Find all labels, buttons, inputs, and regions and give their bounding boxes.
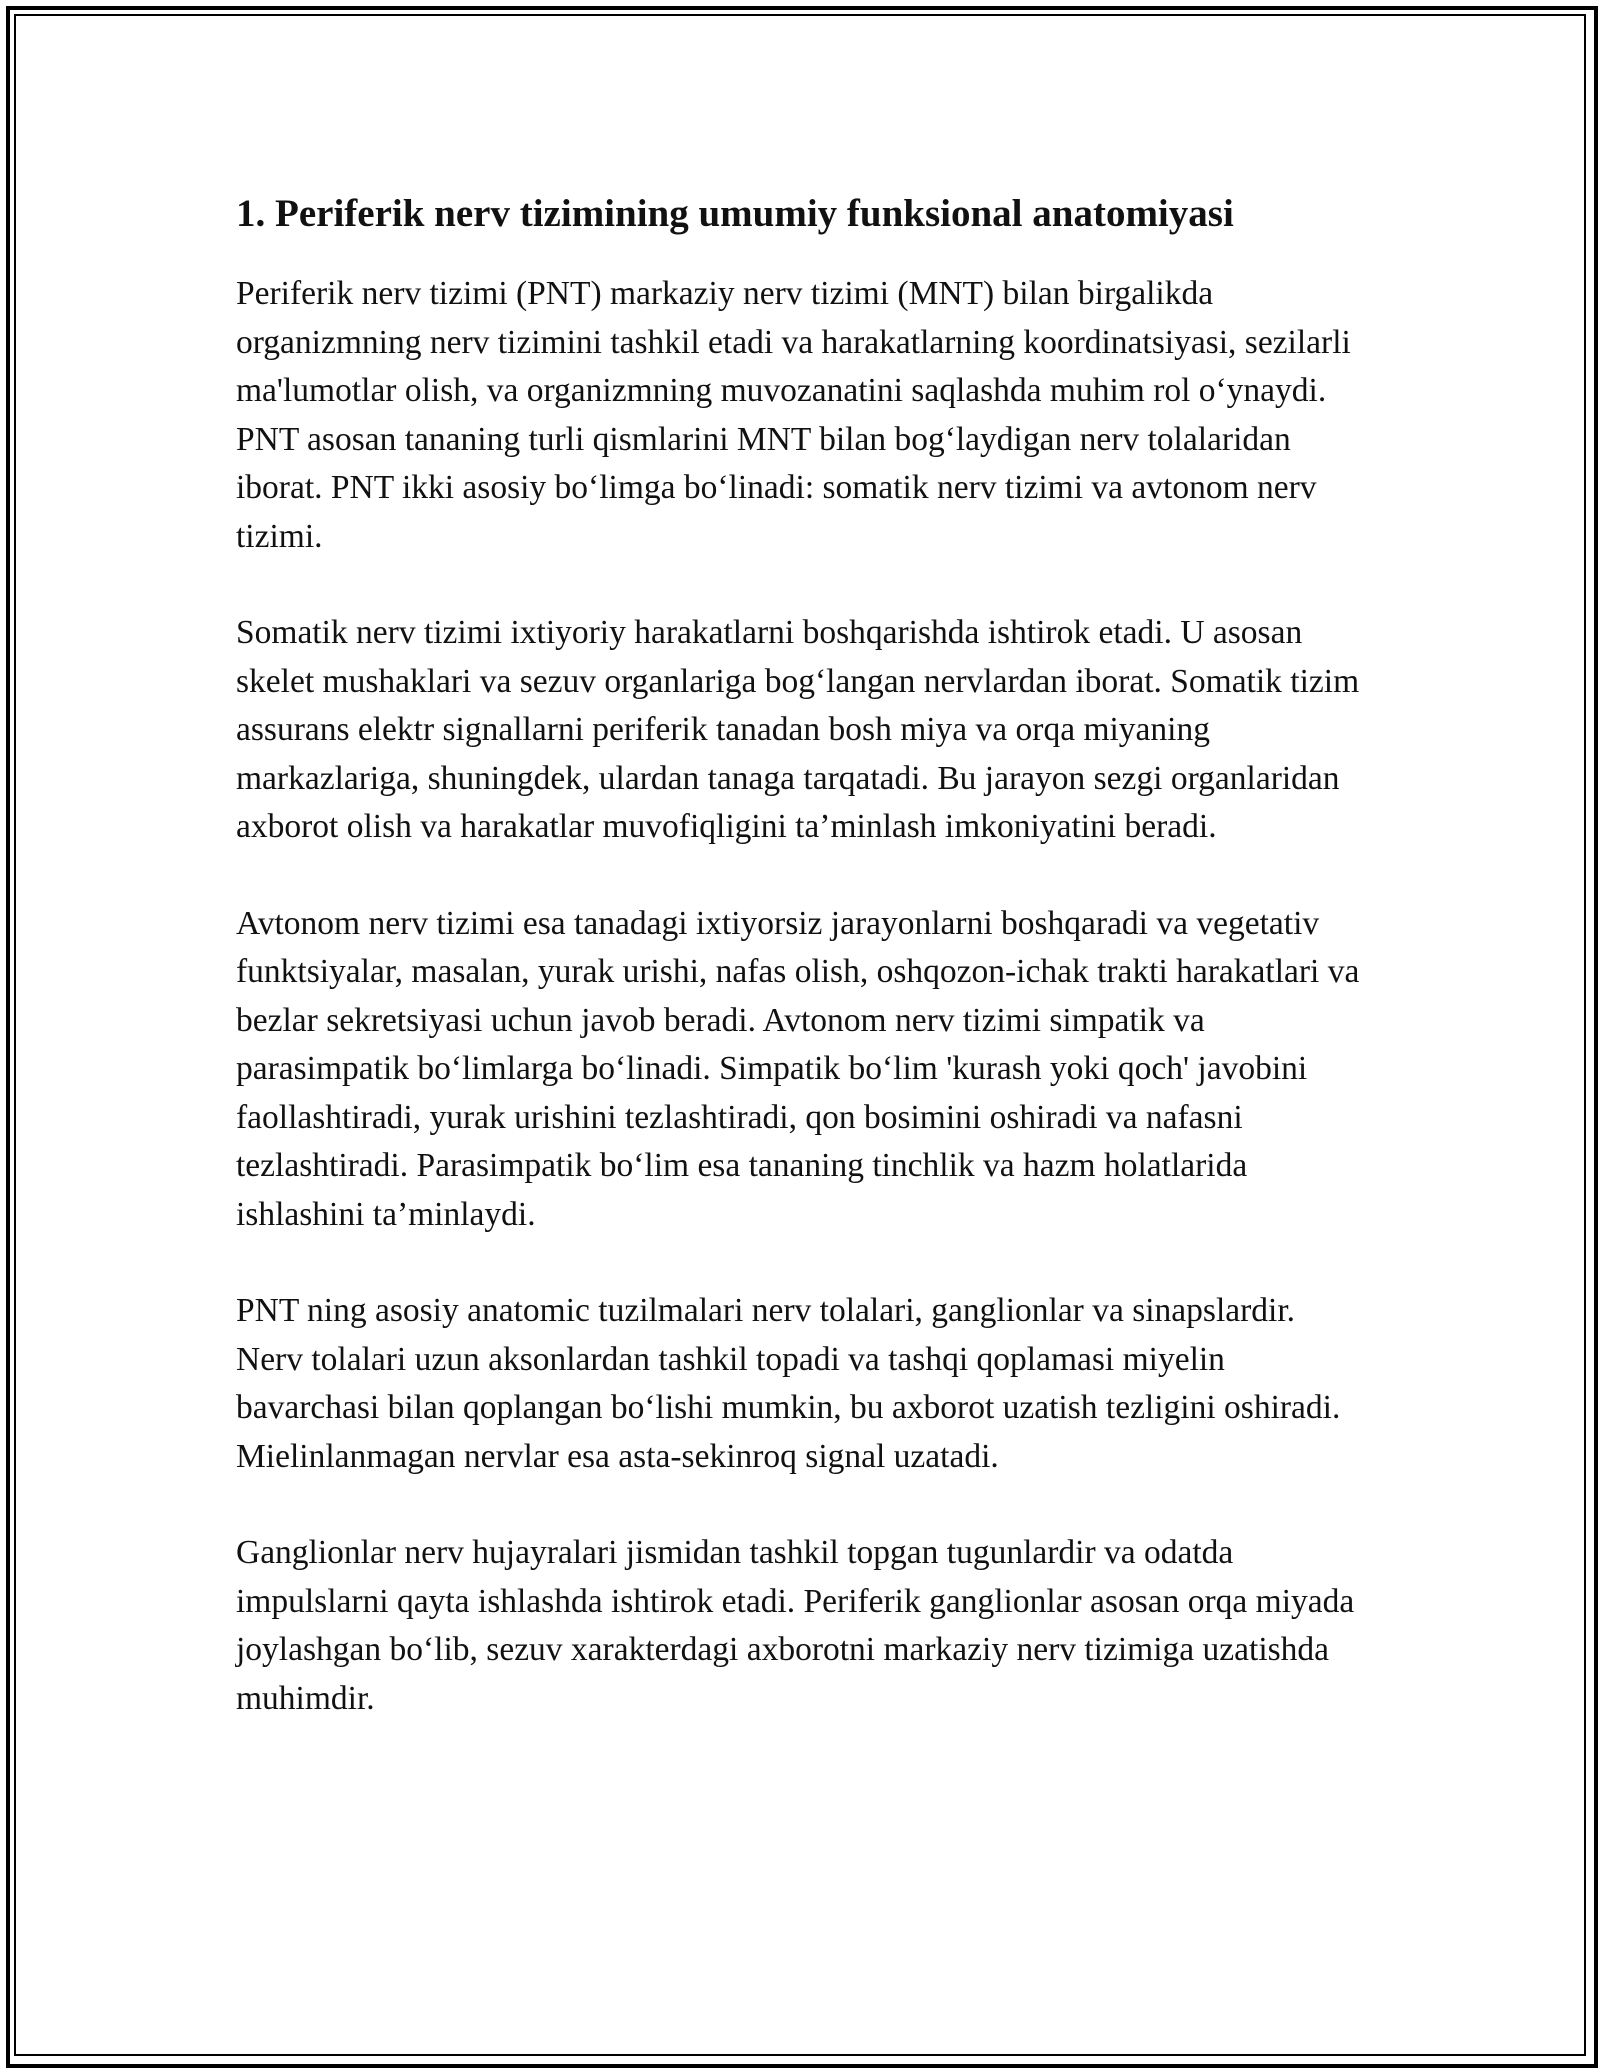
paragraph-anatomic-structures: PNT ning asosiy anatomic tuzilmalari nerv tolalari, ganglionlar va sinapslardir. Nerv tolalari uzun aksonlardan tashkil topadi va tashqi qoplamasi miyelin bavarchasi bilan qoplangan bo‘lishi mumkin, bu axborot uzatish tezligini oshiradi. Mielinlanmagan nervlar esa asta-sekinroq signal uzatadi.	[236, 1292, 1341, 1475]
paragraph-somatic-system: Somatik nerv tizimi ixtiyoriy harakatlarni boshqarishda ishtirok etadi. U asosan skelet mushaklari va sezuv organlariga bog‘langan nervlardan iborat. Somatik tizim assurans elektr signallarni periferik tanadan bosh miya va orqa miyaning markazlariga, shuningdek, ulardan tanaga tarqatadi. Bu jarayon sezgi organlaridan axborot olish va harakatlar muvofiqligini ta’minlash imkoniyatini beradi.	[236, 614, 1360, 845]
paragraph-pnt-overview: Periferik nerv tizimi (PNT) markaziy nerv tizimi (MNT) bilan birgalikda organizmning nerv tizimini tashkil etadi va harakatlarning koordinatsiyasi, sezilarli ma'lumotlar olish, va organizmning muvozanatini saqlashda muhim rol o‘ynaydi. PNT asosan tananing turli qismlarini MNT bilan bog‘laydigan nerv tolalaridan iborat. PNT ikki asosiy bo‘limga bo‘linadi: somatik nerv tizimi va avtonom nerv tizimi.	[236, 275, 1351, 555]
section-title: 1. Periferik nerv tizimining umumiy funksional anatomiyasi	[236, 192, 1234, 235]
paragraph-autonomic-system: Avtonom nerv tizimi esa tanadagi ixtiyorsiz jarayonlarni boshqaradi va vegetativ funktsiyalar, masalan, yurak urishi, nafas olish, oshqozon-ichak trakti harakatlari va bezlar sekretsiyasi uchun javob beradi. Avtonom nerv tizimi simpatik va parasimpatik bo‘limlarga bo‘linadi. Simpatik bo‘lim 'kurash yoki qoch' javobini faollashtiradi, yurak urishini tezlashtiradi, qon bosimini oshiradi va nafasni tezlashtiradi. Parasimpatik bo‘lim esa tananing tinchlik va hazm holatlarida ishlashini ta’minlaydi.	[236, 904, 1360, 1233]
document-body	[236, 188, 1366, 1771]
paragraph-ganglia: Ganglionlar nerv hujayralari jismidan tashkil topgan tugunlardir va odatda impulslarni qayta ishlashda ishtirok etadi. Periferik ganglionlar asosan orqa miyada joylashgan bo‘lib, sezuv xarakterdagi axborotni markaziy nerv tizimiga uzatishda muhimdir.	[236, 1534, 1355, 1717]
